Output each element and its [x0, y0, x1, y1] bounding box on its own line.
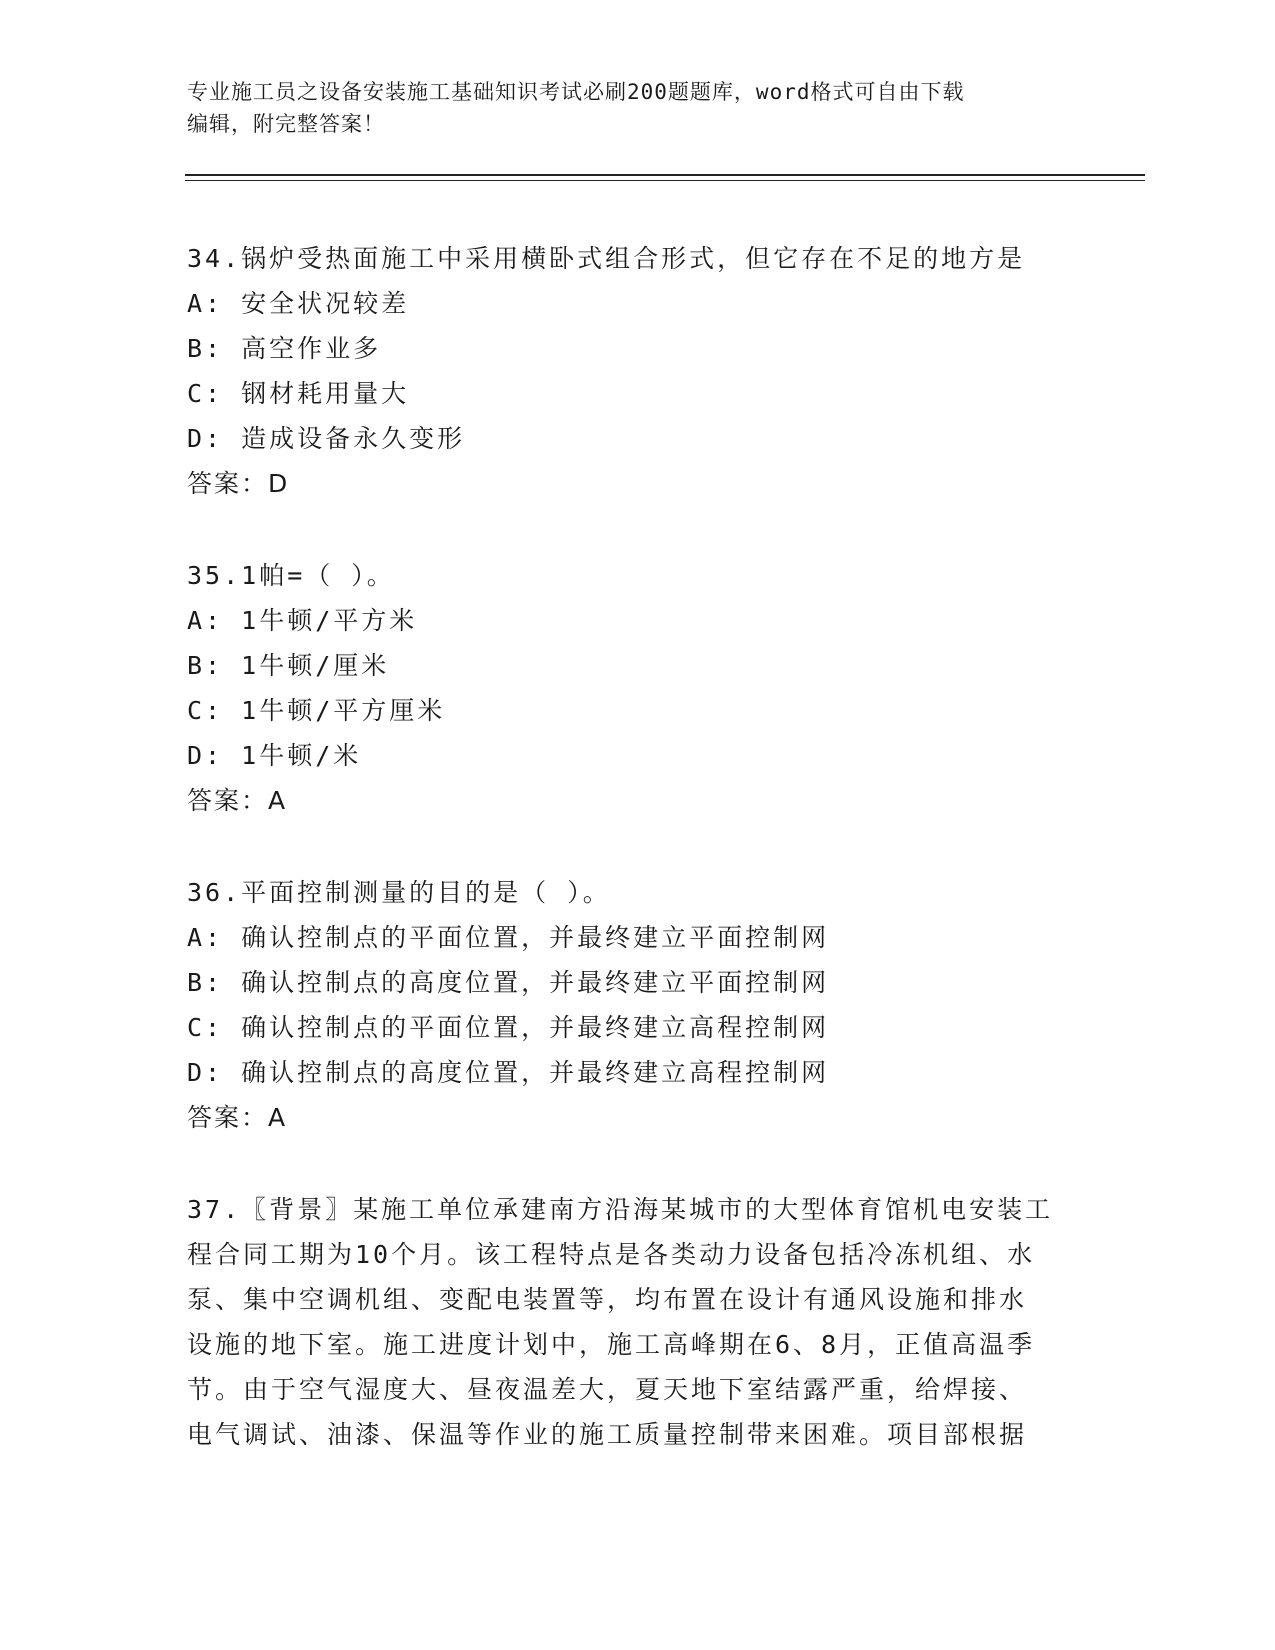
option-d: D: 造成设备永久变形 [187, 424, 466, 453]
option-b: B: 高空作业多 [187, 334, 382, 363]
option-a: A: 1牛顿/平方米 [187, 606, 418, 635]
answer-text: 答案：A [187, 1103, 288, 1132]
option-c: C: 钢材耗用量大 [187, 379, 410, 408]
option-a: A: 确认控制点的平面位置，并最终建立平面控制网 [187, 923, 830, 952]
paragraph-line: 电气调试、油漆、保温等作业的施工质量控制带来困难。项目部根据 [187, 1420, 1028, 1449]
option-a: A: 安全状况较差 [187, 289, 410, 318]
header-divider-thick [185, 174, 1145, 176]
question-36 [187, 870, 1087, 1140]
paragraph-line: 设施的地下室。施工进度计划中，施工高峰期在6、8月，正值高温季 [187, 1330, 1036, 1359]
header-line-2: 编辑，附完整答案！ [187, 112, 385, 136]
paragraph-line: 泵、集中空调机组、变配电装置等，均布置在设计有通风设施和排水 [187, 1285, 1028, 1314]
option-b: B: 1牛顿/厘米 [187, 651, 390, 680]
question-text: 36.平面控制测量的目的是（ ）。 [187, 878, 611, 907]
spacer [187, 1140, 1087, 1187]
paragraph-line: 37.〖背景〗某施工单位承建南方沿海某城市的大型体育馆机电安装工 [187, 1195, 1054, 1224]
question-37 [187, 1187, 1067, 1457]
answer-text: 答案：D [187, 469, 290, 498]
header-line-1: 专业施工员之设备安装施工基础知识考试必刷200题题库，word格式可自由下载 [187, 80, 965, 104]
option-c: C: 确认控制点的平面位置，并最终建立高程控制网 [187, 1013, 830, 1042]
option-d: D: 确认控制点的高度位置，并最终建立高程控制网 [187, 1058, 830, 1087]
question-text: 35.1帕=（ ）。 [187, 561, 395, 590]
question-34 [187, 236, 1087, 506]
question-35 [187, 553, 1087, 823]
question-text: 34.锅炉受热面施工中采用横卧式组合形式，但它存在不足的地方是 [187, 244, 1026, 273]
question-list [187, 236, 1087, 1457]
header-divider-thin [185, 180, 1145, 181]
document-header [187, 76, 1067, 140]
option-c: C: 1牛顿/平方厘米 [187, 696, 446, 725]
answer-text: 答案：A [187, 786, 288, 815]
option-d: D: 1牛顿/米 [187, 741, 362, 770]
option-b: B: 确认控制点的高度位置，并最终建立平面控制网 [187, 968, 830, 997]
paragraph-line: 节。由于空气湿度大、昼夜温差大，夏天地下室结露严重，给焊接、 [187, 1375, 1028, 1404]
paragraph-line: 程合同工期为10个月。该工程特点是各类动力设备包括冷冻机组、水 [187, 1240, 1036, 1269]
spacer [187, 506, 1087, 553]
spacer [187, 823, 1087, 870]
